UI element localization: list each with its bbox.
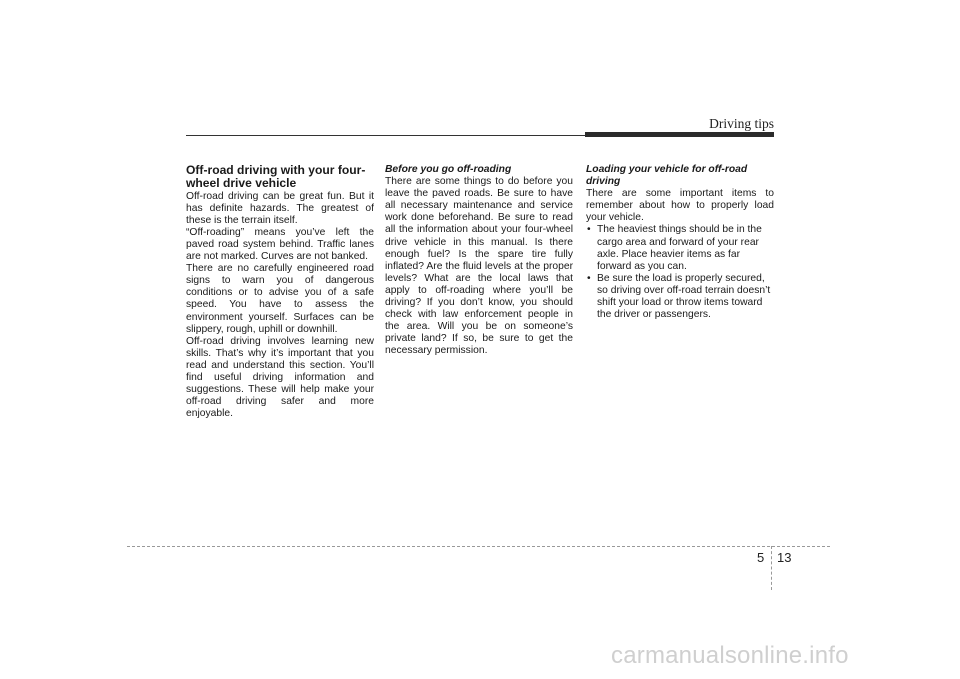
column-before-offroading bbox=[385, 164, 573, 358]
paragraph: Off-road driving involves learning new skills. That’s why it’s important that you read and understand this section. You’ll find useful driving information and suggestions. These will help make your off-road driving safer and more enjoyable. bbox=[186, 335, 374, 420]
column-loading-vehicle bbox=[586, 164, 774, 321]
page-number: 13 bbox=[777, 550, 792, 565]
heading-offroad-driving: Off-road driving with your four-wheel drive vehicle bbox=[186, 163, 366, 191]
paragraph: Off-road driving can be great fun. But it has definite hazards. The greatest of these is the terrain itself. bbox=[186, 190, 374, 226]
footer-divider bbox=[771, 546, 772, 590]
footer-rule bbox=[127, 546, 830, 547]
column-offroad-intro bbox=[186, 164, 374, 420]
bullet-icon: • bbox=[587, 272, 591, 284]
section-title: Driving tips bbox=[709, 116, 774, 131]
bullet-icon: • bbox=[587, 224, 591, 236]
list-item-text: Be sure the load is properly secured, so driving over off-road terrain doesn’t shift your load or throw items toward the driver or passengers. bbox=[597, 272, 771, 321]
list-item bbox=[586, 224, 774, 272]
watermark: carmanualsonline.info bbox=[611, 642, 849, 669]
paragraph: There are some things to do before you leave the paved roads. Be sure to have all necessary maintenance and service work done beforehand. Be sure to read all the information about your four-wheel drive vehicle in this manual. Is there enough fuel? Is the spare tire fully inflated? Are the fluid levels at the proper levels? What are the local laws that apply to off-roading where you’ll be driving? If you don’t know, you should check with law enforcement people in the area. Will you be on someone’s private land? If so, be sure to get the necessary permission. bbox=[385, 176, 573, 357]
bullet-list bbox=[586, 224, 774, 321]
paragraph: “Off-roading” means you’ve left the paved road system behind. Traffic lanes are not marked. Curves are not banked. bbox=[186, 226, 374, 263]
paragraph: There are no carefully engineered road signs to warn you of dangerous conditions or to advise you of a safe speed. You have to assess the environment yourself. Surfaces can be slippery, rough, uphill or downhill. bbox=[186, 263, 374, 335]
paragraph: There are some important items to remember about how to properly load your vehicle. bbox=[586, 188, 774, 224]
chapter-number: 5 bbox=[757, 550, 765, 565]
list-item bbox=[586, 273, 774, 321]
heading-loading-vehicle: Loading your vehicle for off-road driving bbox=[586, 164, 748, 188]
header-accent-bar bbox=[585, 132, 774, 137]
heading-before-offroading: Before you go off-roading bbox=[385, 164, 512, 175]
list-item-text: The heaviest things should be in the cargo area and forward of your rear axle. Place heavier items as far forward as you can. bbox=[597, 224, 762, 272]
